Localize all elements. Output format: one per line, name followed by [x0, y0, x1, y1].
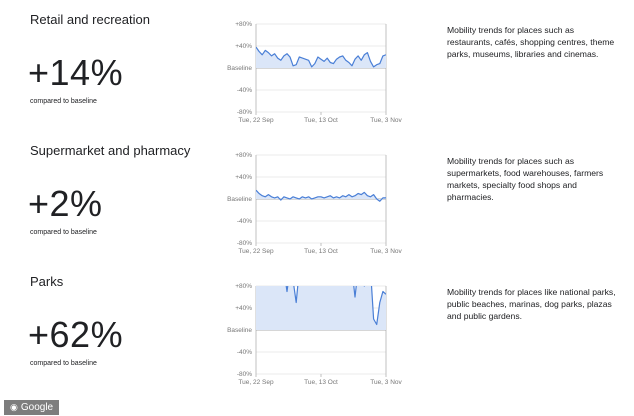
y-tick-label: Baseline — [227, 65, 252, 73]
category-description: Mobility trends for places like national parks, public beaches, marinas, dog parks, plazas and public gardens. — [447, 287, 616, 321]
y-tick-label: -80% — [236, 240, 252, 248]
mobility-chart-retail — [208, 18, 408, 128]
series-area — [256, 190, 386, 201]
percent-change: +2% — [28, 183, 103, 224]
mobility-chart-supermarket — [208, 149, 408, 259]
category-description: Mobility trends for places such as supermarkets, food warehouses, farmers markets, specialty food shops and pharmacies. — [447, 156, 604, 202]
category-title: Supermarket and pharmacy — [30, 143, 191, 158]
y-tick-label: +80% — [235, 283, 252, 291]
x-tick-label: Tue, 13 Oct — [304, 117, 338, 124]
google-credit — [4, 400, 59, 415]
y-tick-label: +80% — [235, 152, 252, 160]
y-tick-label: +80% — [235, 21, 252, 29]
compared-label: compared to baseline — [30, 360, 97, 367]
x-tick-label: Tue, 3 Nov — [370, 379, 402, 386]
y-tick-label: -40% — [236, 87, 252, 95]
y-tick-label: Baseline — [227, 196, 252, 204]
x-tick-label: Tue, 13 Oct — [304, 379, 338, 386]
x-tick-label: Tue, 22 Sep — [238, 379, 274, 386]
y-tick-label: +40% — [235, 43, 252, 51]
x-tick-label: Tue, 3 Nov — [370, 117, 402, 124]
compared-label: compared to baseline — [30, 229, 97, 236]
credit-text: Google — [20, 402, 54, 413]
category-title: Parks — [30, 274, 64, 289]
y-tick-label: -40% — [236, 218, 252, 226]
y-tick-label: -80% — [236, 109, 252, 117]
section-retail — [0, 12, 634, 142]
y-tick-label: -40% — [236, 349, 252, 357]
x-tick-label: Tue, 13 Oct — [304, 248, 338, 255]
y-tick-label: +40% — [235, 305, 252, 313]
percent-change: +14% — [28, 52, 124, 93]
x-tick-label: Tue, 3 Nov — [370, 248, 402, 255]
category-description: Mobility trends for places such as restaurants, cafés, shopping centres, theme parks, museums, libraries and cinemas. — [447, 25, 615, 59]
x-tick-label: Tue, 22 Sep — [238, 248, 274, 255]
section-parks — [0, 274, 634, 404]
y-tick-label: Baseline — [227, 327, 252, 335]
compared-label: compared to baseline — [30, 98, 97, 105]
category-title: Retail and recreation — [30, 12, 150, 27]
section-supermarket — [0, 143, 634, 273]
y-tick-label: -80% — [236, 371, 252, 379]
series-area — [256, 47, 386, 68]
y-tick-label: +40% — [235, 174, 252, 182]
x-tick-label: Tue, 22 Sep — [238, 117, 274, 124]
percent-change: +62% — [28, 314, 124, 355]
series-area — [256, 270, 386, 331]
camera-icon: ◉ — [10, 402, 18, 412]
mobility-chart-parks — [208, 280, 408, 390]
